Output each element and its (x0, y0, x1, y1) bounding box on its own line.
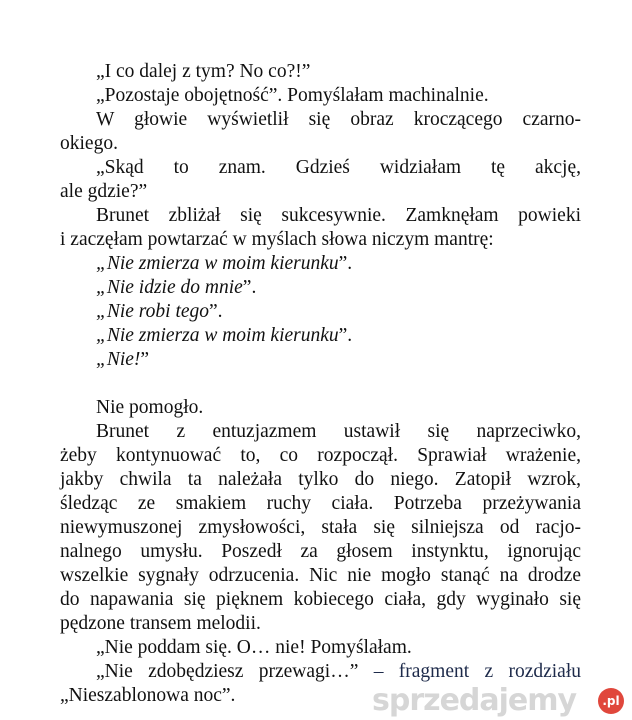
watermark-logo: sprzedajemy (372, 683, 577, 718)
text-line: ale gdzie?” (60, 181, 148, 202)
mantra-line (60, 348, 581, 372)
chapter-note: – fragment z rozdziału (373, 661, 581, 682)
text-line: wszelkie sygnały odrzucenia. Nic nie mogło stanąć na drodze (60, 565, 581, 586)
blank-line (60, 372, 581, 396)
text-line: żeby kontynuować to, co rozpoczął. Sprawiał wrażenie, (60, 445, 581, 466)
text-line: nalnego umysłu. Poszedł za głosem instynktu, ignorując (60, 541, 581, 562)
text-line: jakby chwila ta należała tylko do niego. Zatopił wzrok, (60, 469, 581, 490)
text-line: śledząc ze smakiem ruchy ciała. Potrzeba przeżywania (60, 493, 581, 514)
text-line: pędzone transem melodii. (60, 613, 261, 634)
text-line: niewymuszonej zmysłowości, stała się silniejsza od racjo- (60, 517, 581, 538)
text-line: W głowie wyświetlił się obraz kroczącego czarno- (96, 109, 581, 130)
text-line: Nie pomogło. (96, 397, 204, 418)
mantra-punct: ” (140, 349, 150, 370)
text-line: do napawania się pięknem kobiecego ciała, gdy wyginało się (60, 589, 581, 610)
quote-text: „Nie zdobędziesz przewagi…” (96, 661, 359, 682)
mantra-italic: „Nie! (96, 349, 141, 370)
mantra-line (60, 252, 581, 276)
text-line: „Nieszablonowa noc”. (60, 685, 236, 706)
mantra-italic: „Nie zmierza w moim kierunku (96, 325, 339, 346)
text-line: Brunet zbliżał się sukcesywnie. Zamknęłam powieki (96, 205, 581, 226)
mantra-punct: ”. (338, 253, 353, 274)
text-line: okiego. (60, 133, 118, 154)
text-line: „I co dalej z tym? No co?!” (96, 61, 311, 82)
mantra-punct: ”. (209, 301, 223, 322)
mantra-italic: „Nie idzie do mnie (96, 277, 243, 298)
text-line: „Skąd to znam. Gdzieś widziałam tę akcję, (96, 157, 581, 178)
mantra-line (60, 300, 581, 324)
text-line: Brunet z entuzjazmem ustawił się naprzeciwko, (96, 421, 581, 442)
text-line: „Nie poddam się. O… nie! Pomyślałam. (96, 637, 412, 658)
book-page-text (60, 60, 581, 708)
mantra-punct: ”. (242, 277, 257, 298)
text-line (60, 660, 581, 684)
watermark-badge-icon: .pl (598, 688, 624, 714)
text-line: i zaczęłam powtarzać w myślach słowa niczym mantrę: (60, 229, 494, 250)
mantra-italic: „Nie zmierza w moim kierunku (96, 253, 339, 274)
mantra-line (60, 324, 581, 348)
mantra-italic: „Nie robi tego (96, 301, 210, 322)
mantra-punct: ”. (338, 325, 353, 346)
mantra-line (60, 276, 581, 300)
text-line: „Pozostaje obojętność”. Pomyślałam machinalnie. (96, 85, 489, 106)
